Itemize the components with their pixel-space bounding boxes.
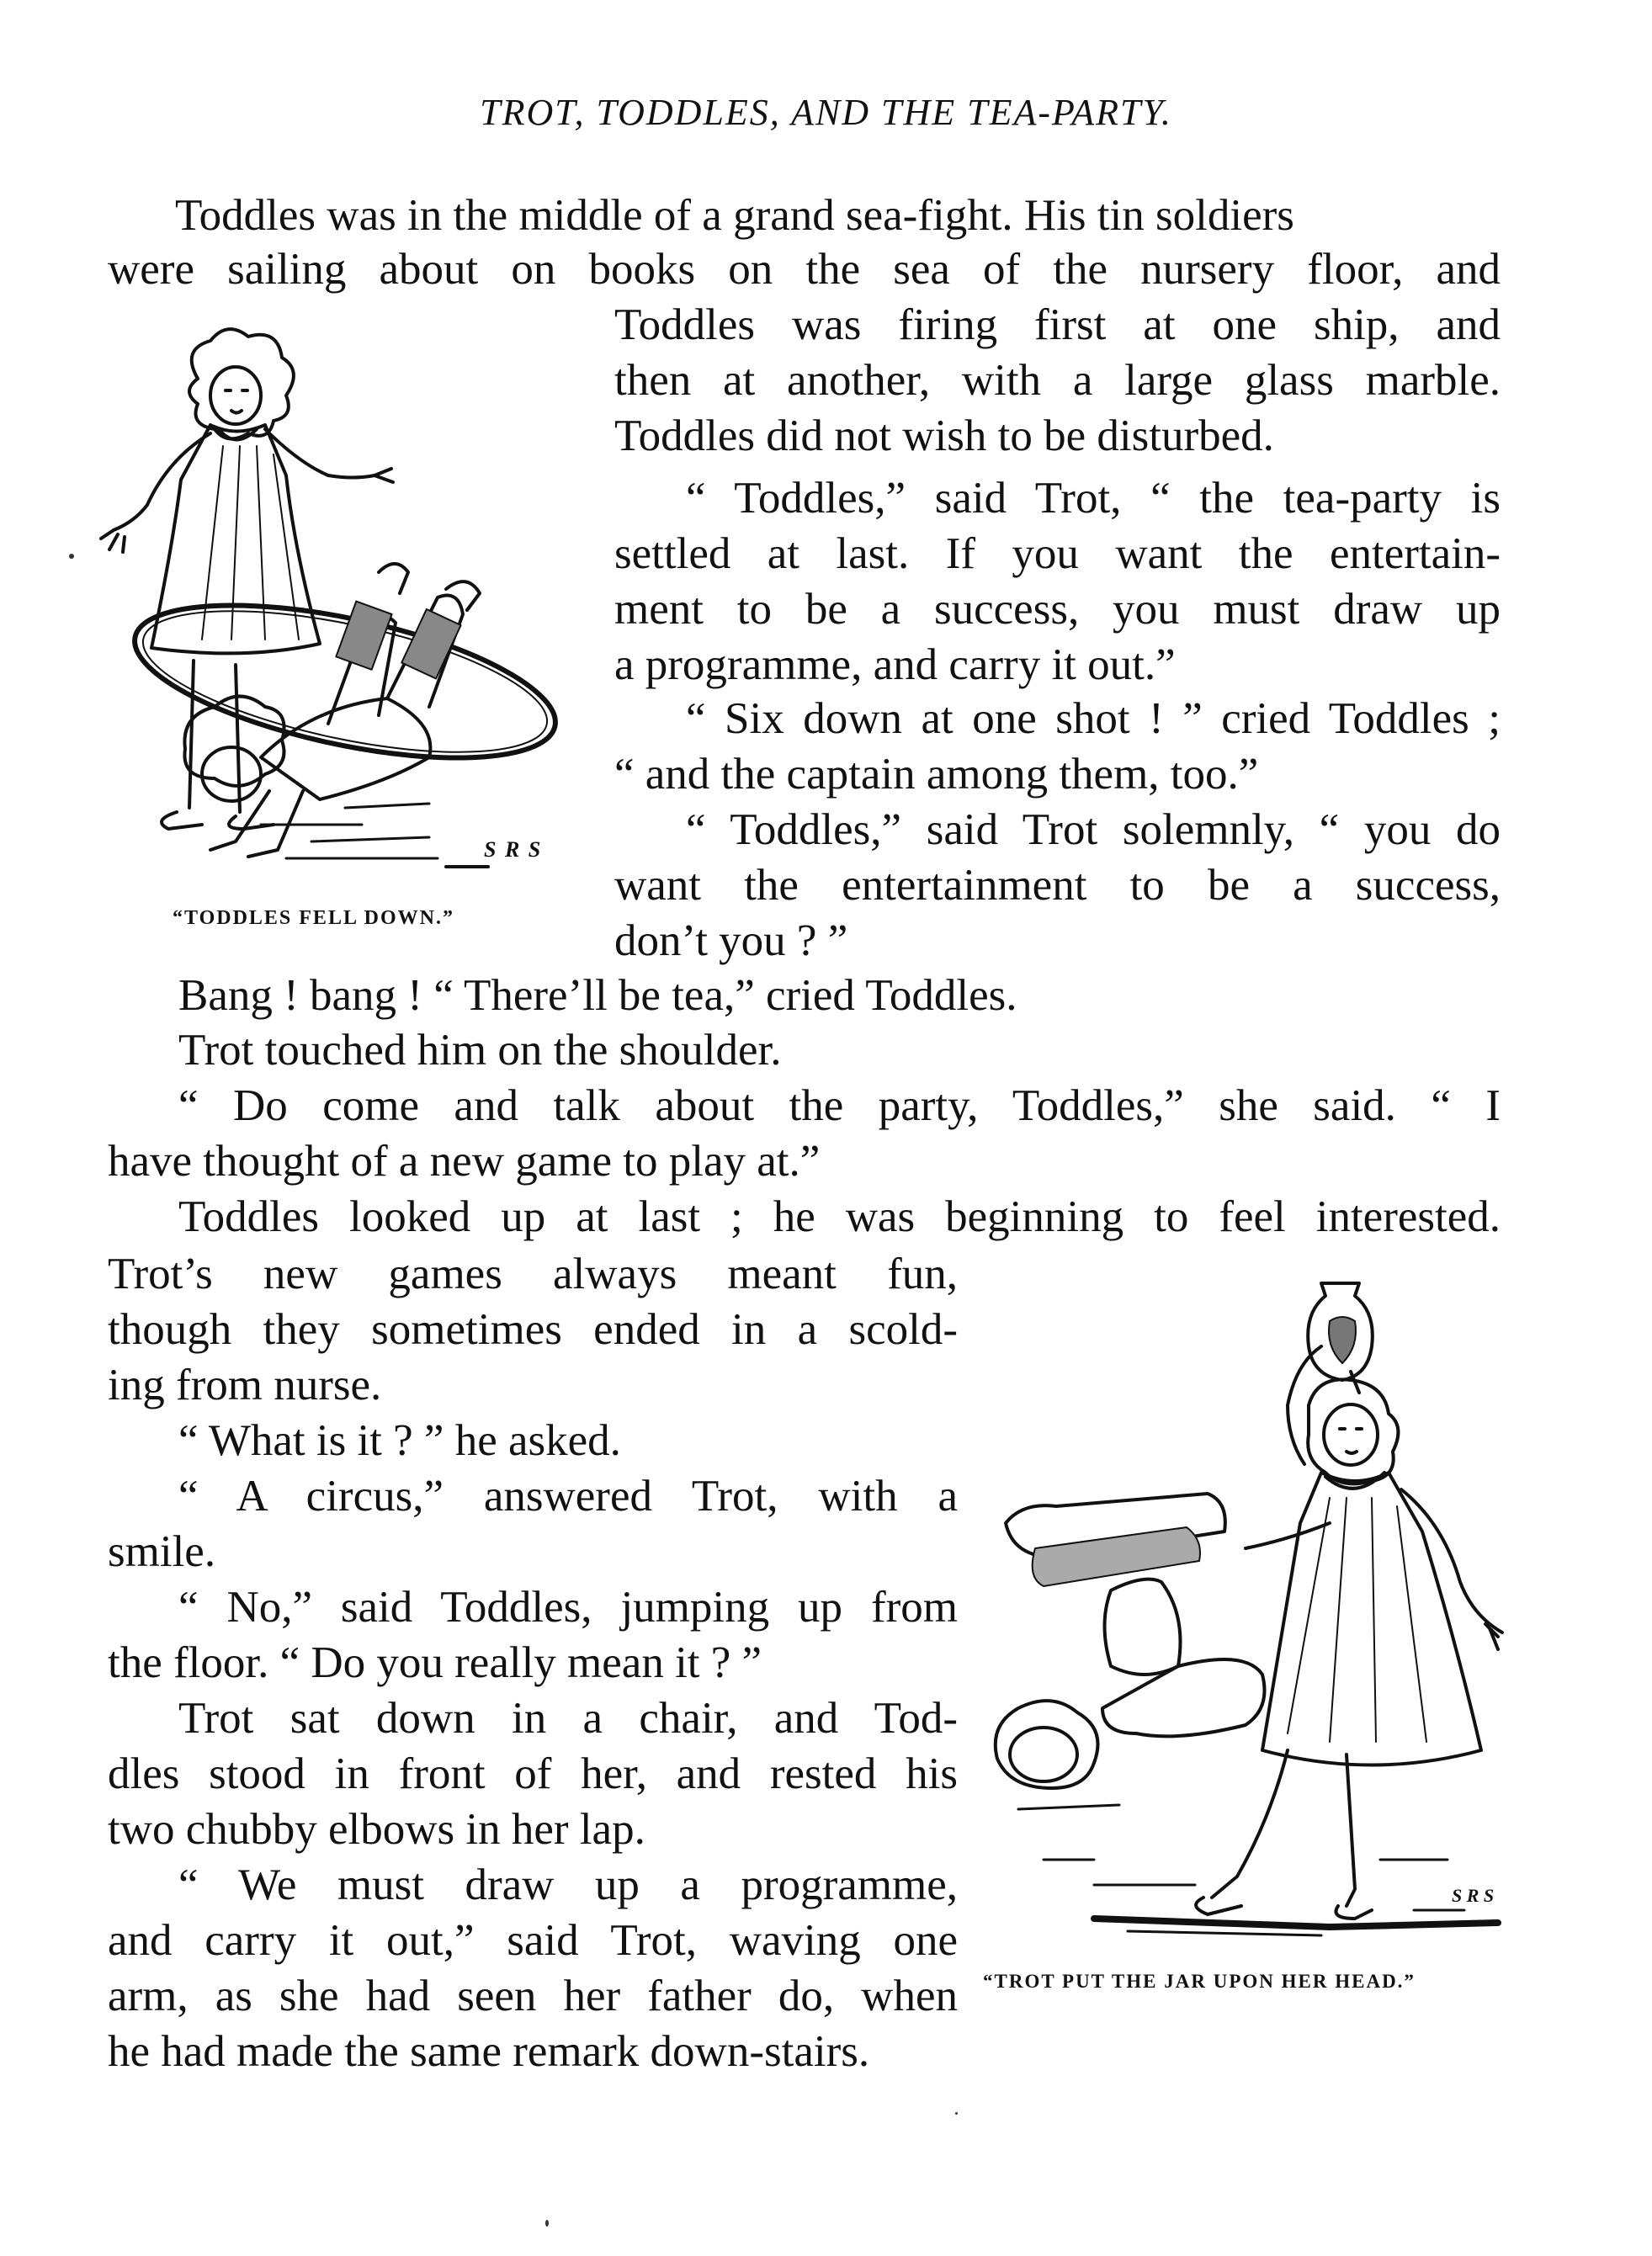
text-line: ment to be a success, you must draw up: [614, 585, 1501, 634]
text-line: a programme, and carry it out.”: [614, 640, 1176, 689]
text-line: Toddles did not wish to be disturbed.: [614, 411, 1274, 460]
text-line: were sailing about on books on the sea of the nursery floor, and: [108, 245, 1501, 294]
text-line: two chubby elbows in her lap.: [108, 1805, 645, 1854]
caption-trot-jar-on-head: “TROT PUT THE JAR UPON HER HEAD.”: [983, 1971, 1416, 1992]
text-line: “ Six down at one shot ! ” cried Toddles ;: [686, 694, 1501, 743]
illustrator-signature: S R S: [1452, 1885, 1495, 1906]
text-line: Trot sat down in a chair, and Tod-: [178, 1694, 958, 1743]
text-line: “ Toddles,” said Trot solemnly, “ you do: [686, 805, 1501, 854]
text-line: though they sometimes ended in a scold-: [108, 1305, 958, 1354]
text-line: “ What is it ? ” he asked.: [178, 1416, 621, 1465]
running-head: TROT, TODDLES, AND THE TEA-PARTY.: [480, 92, 1172, 133]
paper-speck: [69, 554, 74, 559]
text-line: Toddles looked up at last ; he was beginning to feel interested.: [178, 1192, 1501, 1241]
text-line: “ A circus,” answered Trot, with a: [178, 1472, 958, 1521]
text-line: ing from nurse.: [108, 1361, 382, 1409]
text-line: “ We must draw up a programme,: [178, 1861, 958, 1909]
text-line: dles stood in front of her, and rested his: [108, 1749, 958, 1798]
text-line: then at another, with a large glass marble.: [614, 356, 1501, 405]
caption-toddles-fell-down: “TODDLES FELL DOWN.”: [173, 907, 454, 929]
paper-speck: [955, 2112, 958, 2115]
text-line: “ and the captain among them, too.”: [614, 750, 1259, 799]
text-line: Bang ! bang ! “ There’ll be tea,” cried Toddles.: [178, 971, 1017, 1020]
illustrator-signature: S R S: [484, 837, 543, 862]
text-line: don’t you ? ”: [614, 916, 848, 965]
illustration-trot-jar-on-head: [976, 1271, 1515, 1956]
text-line: “ No,” said Toddles, jumping up from: [178, 1583, 958, 1632]
text-line: the floor. “ Do you really mean it ? ”: [108, 1638, 762, 1687]
text-line: settled at last. If you want the entertain-: [614, 529, 1501, 578]
text-line: Toddles was firing first at one ship, and: [614, 300, 1501, 349]
text-line: “ Toddles,” said Trot, “ the tea-party is: [686, 474, 1501, 523]
illustration-toddles-fell-down: [93, 320, 598, 900]
text-line: Trot’s new games always meant fun,: [108, 1250, 958, 1298]
text-line: he had made the same remark down-stairs.: [108, 2027, 870, 2076]
text-line: Trot touched him on the shoulder.: [178, 1026, 782, 1075]
paper-speck: [545, 2220, 549, 2227]
text-line: arm, as she had seen her father do, when: [108, 1972, 958, 2020]
text-line: smile.: [108, 1527, 216, 1576]
text-line: want the entertainment to be a success,: [614, 861, 1501, 910]
text-line: “ Do come and talk about the party, Toddles,” she said. “ I: [178, 1081, 1501, 1130]
text-line: have thought of a new game to play at.”: [108, 1137, 821, 1186]
text-line: and carry it out,” said Trot, waving one: [108, 1916, 958, 1965]
text-line: Toddles was in the middle of a grand sea-fight. His tin soldiers: [175, 191, 1294, 240]
